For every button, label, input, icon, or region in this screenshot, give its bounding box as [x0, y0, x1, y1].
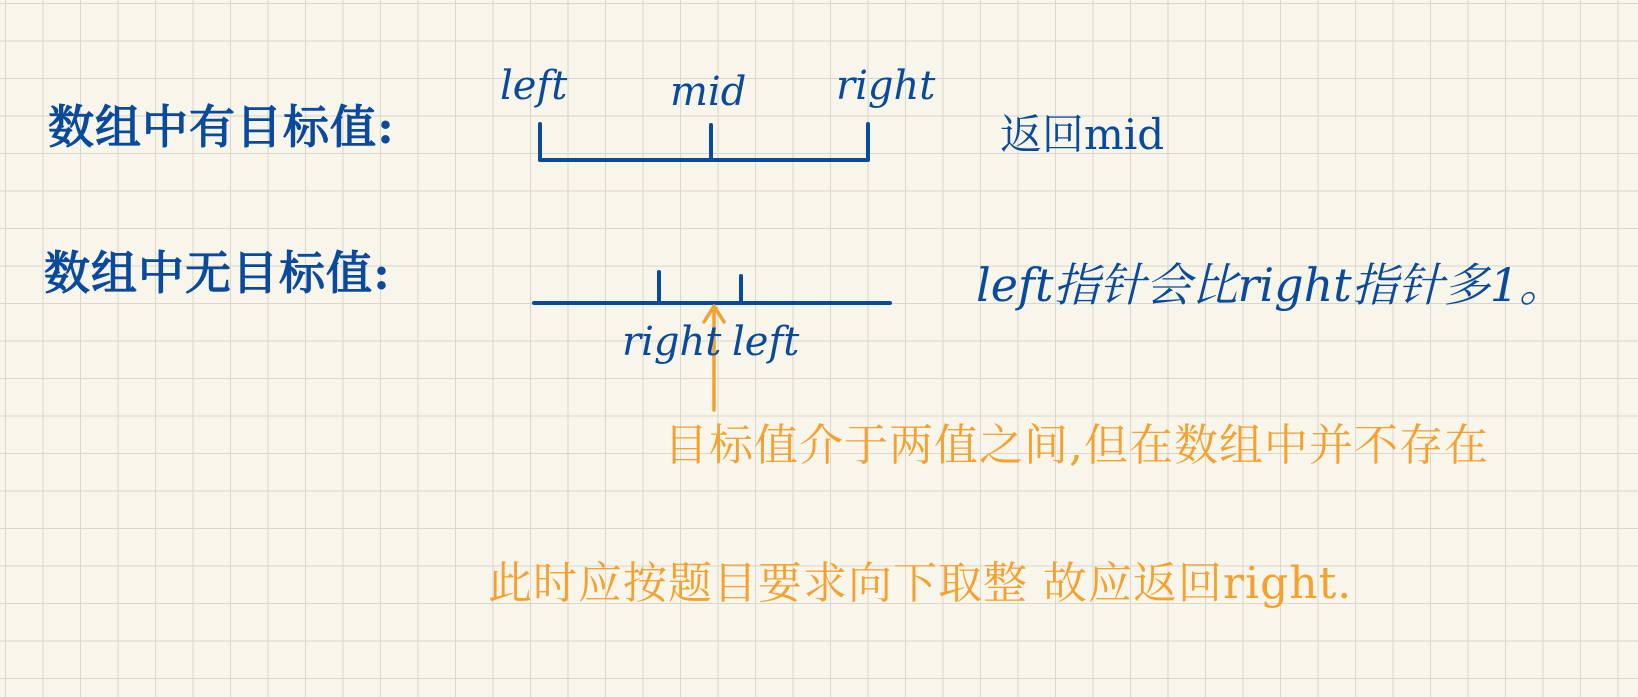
case-not-found-right-label: right	[622, 319, 722, 365]
explanation-line-1: 目标值介于两值之间,但在数组中并不存在	[664, 420, 1489, 471]
case-found-right-label: right	[836, 63, 936, 109]
case-found-result: 返回mid	[1000, 110, 1165, 159]
case-found-left-label: left	[500, 63, 568, 109]
case-not-found-result: left指针会比right指针多1。	[976, 258, 1565, 312]
case-found-title: 数组中有目标值:	[48, 100, 395, 154]
explanation-line-2: 此时应按题目要求向下取整 故应返回right.	[488, 558, 1353, 609]
case-not-found-title: 数组中无目标值:	[44, 246, 391, 300]
case-not-found-left-label: left	[732, 319, 800, 365]
case-found-mid-label: mid	[670, 69, 747, 115]
